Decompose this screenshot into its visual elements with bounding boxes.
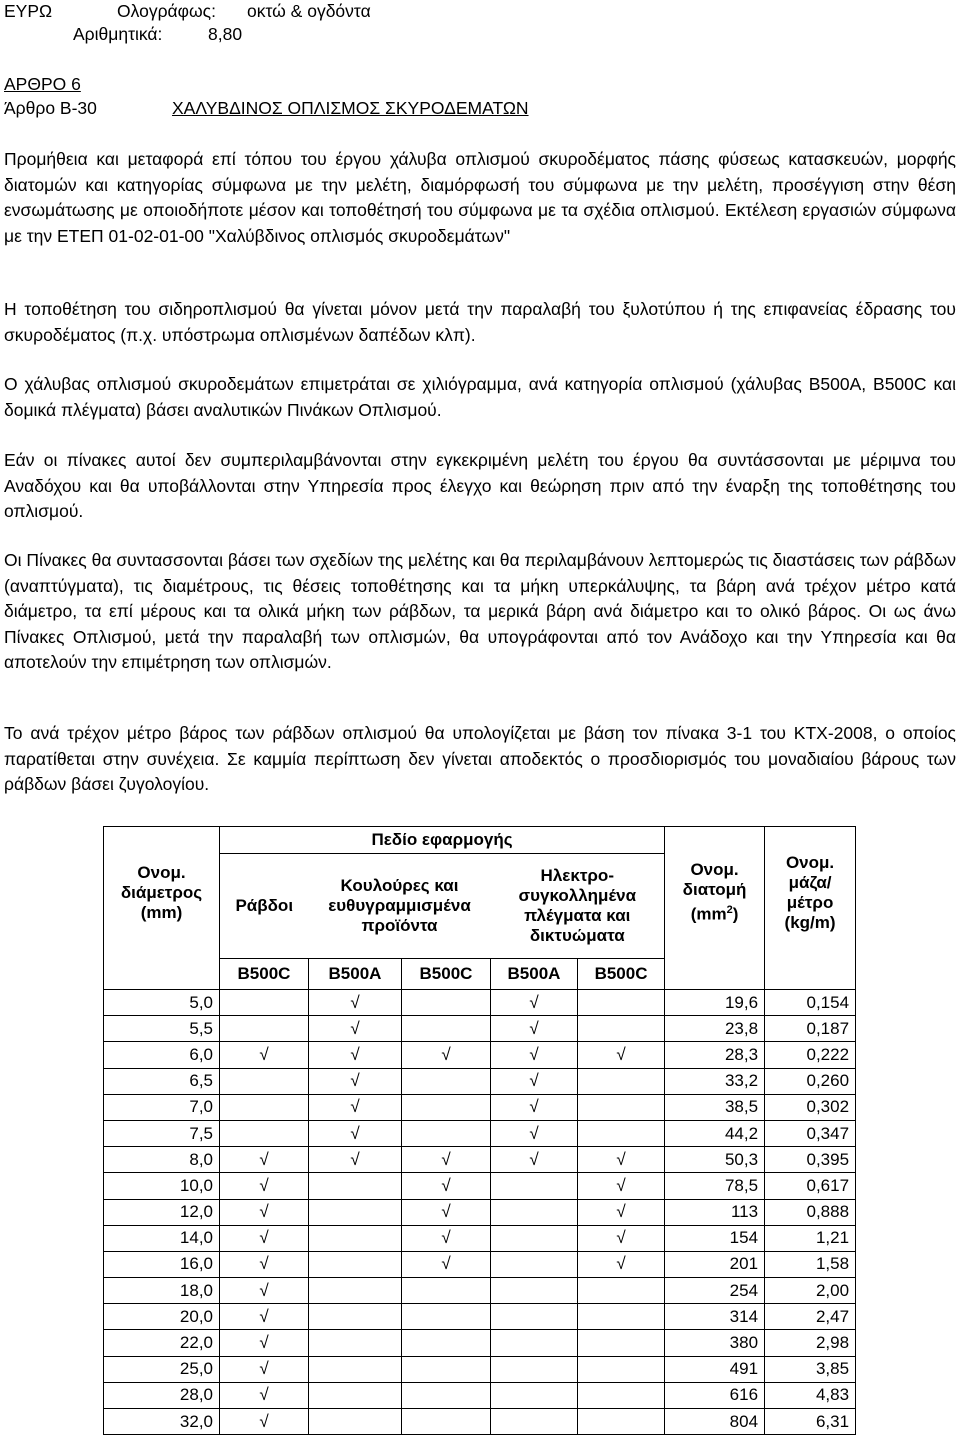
check-cell [402, 1173, 491, 1199]
check-mark-icon: √ [529, 1044, 539, 1064]
check-cell [220, 1120, 309, 1146]
mass-cell: 4,83 [765, 1382, 856, 1408]
check-cell [402, 1068, 491, 1094]
check-cell [578, 1042, 665, 1068]
check-mark-icon: √ [616, 1254, 626, 1274]
grade-header: B500A [309, 959, 402, 990]
check-cell [220, 1330, 309, 1356]
check-mark-icon: √ [441, 1254, 451, 1274]
check-cell [309, 990, 402, 1016]
table-row [104, 1147, 856, 1173]
check-cell [402, 1120, 491, 1146]
check-mark-icon: √ [259, 1280, 269, 1300]
check-mark-icon: √ [529, 1071, 539, 1091]
amount-numeric-label: Αριθμητικά: [73, 24, 163, 44]
check-cell [578, 1225, 665, 1251]
check-mark-icon: √ [259, 1411, 269, 1431]
check-mark-icon: √ [350, 1018, 360, 1038]
area-cell: 154 [665, 1225, 765, 1251]
check-cell [309, 1199, 402, 1225]
area-cell: 38,5 [665, 1094, 765, 1120]
check-cell [402, 1356, 491, 1382]
check-cell [491, 990, 578, 1016]
check-cell [491, 1356, 578, 1382]
diameter-cell: 5,5 [104, 1016, 220, 1042]
check-cell [309, 1173, 402, 1199]
check-mark-icon: √ [259, 1044, 269, 1064]
area-cell: 491 [665, 1356, 765, 1382]
check-cell [220, 1016, 309, 1042]
grade-header: B500A [491, 959, 578, 990]
table-row [104, 1304, 856, 1330]
table-row [104, 1173, 856, 1199]
area-cell: 616 [665, 1382, 765, 1408]
mass-cell: 0,617 [765, 1173, 856, 1199]
check-cell [309, 1094, 402, 1120]
check-cell [402, 990, 491, 1016]
check-cell [491, 1120, 578, 1146]
check-cell [220, 1356, 309, 1382]
diameter-cell: 6,5 [104, 1068, 220, 1094]
check-cell [220, 1409, 309, 1435]
article-code: Άρθρο Β-30 [4, 98, 97, 118]
check-cell [491, 1382, 578, 1408]
check-cell [578, 1120, 665, 1146]
check-cell [402, 1278, 491, 1304]
check-mark-icon: √ [350, 1044, 360, 1064]
check-mark-icon: √ [259, 1333, 269, 1353]
check-cell [491, 1304, 578, 1330]
check-mark-icon: √ [529, 992, 539, 1012]
check-cell [220, 1382, 309, 1408]
check-cell [491, 1147, 578, 1173]
area-cell: 113 [665, 1199, 765, 1225]
table-row [104, 1409, 856, 1435]
check-mark-icon: √ [529, 1097, 539, 1117]
check-cell [220, 1173, 309, 1199]
check-cell [491, 1042, 578, 1068]
col-mesh-header: Ηλεκτρο- συγκολλημένα πλέγματα και δικτυώματα [518, 866, 637, 945]
grade-header: B500C [578, 959, 665, 990]
check-mark-icon: √ [616, 1149, 626, 1169]
article-title: ΧΑΛΥΒΔΙΝΟΣ ΟΠΛΙΣΜΟΣ ΣΚΥΡΟΔΕΜΑΤΩΝ [172, 98, 529, 118]
col-coils-header: Κουλούρες και ευθυγραμμισμένα προϊόντα [328, 876, 471, 935]
check-cell [491, 1278, 578, 1304]
check-cell [402, 1147, 491, 1173]
check-cell [491, 1016, 578, 1042]
check-mark-icon: √ [350, 1149, 360, 1169]
check-cell [402, 1225, 491, 1251]
paragraph-1: Προμήθεια και μεταφορά επί τόπου του έργου χάλυβα οπλισμού σκυροδέματος πάσης φύσεως κατασκευών, μορφής διατομών και κατηγορίας σύμφωνα με την μελέτη, διαμόρφωσή του σύμφωνα με την μελέτη, προσέγγιση στην θέση ενσωμάτωσης με οποιοδήποτε μέσον και τοποθέτησή του σύμφωνα με τα σχέδια οπλισμού. Εκτέλεση εργασιών σύμφωνα με την ΕΤΕΠ 01-02-01-00 "Χαλύβδινος οπλισμός σκυροδεμάτων" [4, 149, 956, 246]
col-bars-header: Ράβδοι [235, 896, 294, 915]
check-mark-icon: √ [441, 1228, 451, 1248]
check-cell [578, 990, 665, 1016]
check-cell [578, 1356, 665, 1382]
check-mark-icon: √ [259, 1228, 269, 1248]
mass-cell: 1,21 [765, 1225, 856, 1251]
check-cell [491, 1173, 578, 1199]
amount-numeric-value: 8,80 [208, 24, 243, 44]
table-row [104, 1382, 856, 1408]
check-cell [578, 1382, 665, 1408]
check-mark-icon: √ [350, 1097, 360, 1117]
area-cell: 201 [665, 1251, 765, 1277]
check-cell [220, 1147, 309, 1173]
check-cell [402, 1382, 491, 1408]
check-cell [309, 1330, 402, 1356]
table-row [104, 1278, 856, 1304]
check-cell [220, 1068, 309, 1094]
mass-cell: 2,47 [765, 1304, 856, 1330]
diameter-cell: 7,5 [104, 1120, 220, 1146]
diameter-cell: 12,0 [104, 1199, 220, 1225]
check-mark-icon: √ [529, 1149, 539, 1169]
check-cell [578, 1068, 665, 1094]
check-mark-icon: √ [616, 1175, 626, 1195]
check-cell [309, 1225, 402, 1251]
check-mark-icon: √ [441, 1149, 451, 1169]
check-mark-icon: √ [259, 1202, 269, 1222]
table-row [104, 1356, 856, 1382]
check-mark-icon: √ [441, 1202, 451, 1222]
check-cell [402, 1016, 491, 1042]
check-mark-icon: √ [529, 1018, 539, 1038]
check-cell [309, 1042, 402, 1068]
check-cell [402, 1251, 491, 1277]
paragraph-2: Η τοποθέτηση του σιδηροπλισμού θα γίνεται μόνον μετά την παραλαβή του ξυλοτύπου ή της επιφανείας έδρασης του σκυροδέματος (π.χ. υπόστρωμα οπλισμένων δαπέδων κλπ). [4, 299, 956, 345]
check-cell [491, 1199, 578, 1225]
area-cell: 314 [665, 1304, 765, 1330]
area-cell: 28,3 [665, 1042, 765, 1068]
check-cell [402, 1330, 491, 1356]
mass-cell: 0,395 [765, 1147, 856, 1173]
area-cell: 33,2 [665, 1068, 765, 1094]
check-cell [220, 1304, 309, 1330]
diameter-cell: 6,0 [104, 1042, 220, 1068]
table-row [104, 1199, 856, 1225]
mass-cell: 0,260 [765, 1068, 856, 1094]
diameter-cell: 10,0 [104, 1173, 220, 1199]
table-row [104, 1251, 856, 1277]
mass-cell: 6,31 [765, 1409, 856, 1435]
area-cell: 380 [665, 1330, 765, 1356]
diameter-cell: 25,0 [104, 1356, 220, 1382]
check-cell [578, 1409, 665, 1435]
check-cell [220, 1278, 309, 1304]
check-mark-icon: √ [259, 1385, 269, 1405]
check-mark-icon: √ [441, 1175, 451, 1195]
mass-cell: 0,302 [765, 1094, 856, 1120]
check-mark-icon: √ [350, 992, 360, 1012]
check-mark-icon: √ [616, 1044, 626, 1064]
check-mark-icon: √ [259, 1306, 269, 1326]
check-cell [309, 1409, 402, 1435]
diameter-cell: 32,0 [104, 1409, 220, 1435]
diameter-cell: 8,0 [104, 1147, 220, 1173]
diameter-cell: 16,0 [104, 1251, 220, 1277]
check-mark-icon: √ [259, 1149, 269, 1169]
amount-in-words-value: οκτώ & ογδόντα [247, 1, 371, 21]
check-cell [402, 1042, 491, 1068]
check-cell [220, 1199, 309, 1225]
col-mass-header: Ονομ. μάζα/ μέτρο (kg/m) [765, 827, 856, 959]
check-cell [578, 1094, 665, 1120]
mass-cell: 0,187 [765, 1016, 856, 1042]
check-cell [220, 1094, 309, 1120]
check-cell [309, 1251, 402, 1277]
check-cell [220, 990, 309, 1016]
check-cell [491, 1251, 578, 1277]
check-cell [309, 1016, 402, 1042]
check-mark-icon: √ [259, 1359, 269, 1379]
table-row [104, 1094, 856, 1120]
check-cell [578, 1173, 665, 1199]
area-cell: 50,3 [665, 1147, 765, 1173]
check-mark-icon: √ [616, 1202, 626, 1222]
check-cell [220, 1225, 309, 1251]
paragraph-4: Εάν οι πίνακες αυτοί δεν συμπεριλαμβάνονται στην εγκεκριμένη μελέτη του έργου θα συντάσσονται με μέριμνα του Αναδόχου και θα υποβάλλονται στην Υπηρεσία προς έλεγχο και θεώρηση πριν από την έναρξη της τοποθέτησης του οπλισμού. [4, 450, 956, 521]
diameter-cell: 18,0 [104, 1278, 220, 1304]
area-cell: 19,6 [665, 990, 765, 1016]
mass-cell: 0,888 [765, 1199, 856, 1225]
mass-cell: 1,58 [765, 1251, 856, 1277]
paragraph-5: Οι Πίνακες θα συντασσονται βάσει των σχεδίων της μελέτης και θα περιλαμβάνουν λεπτομερώς τις διαστάσεις των ράβδων (αναπτύγματα), τις διαμέτρους, τις θέσεις τοποθέτησης και τα μήκη υπερκάλυψης, τα βάρη ανά τρέχον μέτρο κατά διάμετρο, τα επί μέρους και τα ολικά μήκη των ράβδων, τα μερικά βάρη ανά διάμετρο και το ολικό βάρος. Οι ως άνω Πίνακες Οπλισμού, μετά την παραλαβή των οπλισμών, θα υπογράφονται από τον Ανάδοχο και την Υπηρεσία και θα αποτελούν την επιμέτρηση των οπλισμών. [4, 550, 956, 672]
mass-cell: 0,347 [765, 1120, 856, 1146]
grade-header: B500C [220, 959, 309, 990]
col-area-header: Ονομ. διατομή $(mm^2)$ [665, 827, 765, 959]
check-cell [578, 1304, 665, 1330]
mass-cell: 3,85 [765, 1356, 856, 1382]
check-cell [309, 1304, 402, 1330]
mass-cell: 0,154 [765, 990, 856, 1016]
amount-in-words-label: Ολογράφως: [117, 1, 216, 21]
check-cell [309, 1068, 402, 1094]
area-cell: 23,8 [665, 1016, 765, 1042]
grade-header: B500C [402, 959, 491, 990]
paragraph-3: Ο χάλυβας οπλισμού σκυροδεμάτων επιμετράται σε χιλιόγραμμα, ανά κατηγορία οπλισμού (χάλυβας Β500Α, Β500C και δομικά πλέγματα) βάσει αναλυτικών Πινάκων Οπλισμού. [4, 374, 956, 420]
check-cell [309, 1120, 402, 1146]
diameter-cell: 28,0 [104, 1382, 220, 1408]
check-cell [578, 1199, 665, 1225]
check-cell [402, 1304, 491, 1330]
diameter-cell: 7,0 [104, 1094, 220, 1120]
check-mark-icon: √ [441, 1044, 451, 1064]
area-cell: 254 [665, 1278, 765, 1304]
currency-label: ΕΥΡΩ [4, 1, 53, 21]
check-cell [578, 1251, 665, 1277]
table-row [104, 1120, 856, 1146]
diameter-cell: 22,0 [104, 1330, 220, 1356]
table-row [104, 1016, 856, 1042]
paragraph-6: Το ανά τρέχον μέτρο βάρος των ράβδων οπλισμού θα υπολογίζεται με βάση τον πίνακα 3-1 του ΚΤΧ-2008, ο οποίος παρατίθεται στην συνέχεια. Σε καμμία περίπτωση δεν γίνεται αποδεκτός ο προσδιορισμός του μοναδιαίου βάρους των ράβδων βάσει ζυγολογίου. [4, 723, 956, 794]
table-row [104, 1330, 856, 1356]
check-cell [309, 1147, 402, 1173]
area-cell: 44,2 [665, 1120, 765, 1146]
table-row [104, 990, 856, 1016]
mass-cell: 0,222 [765, 1042, 856, 1068]
diameter-cell: 5,0 [104, 990, 220, 1016]
scope-header: Πεδίο εφαρμογής [220, 827, 665, 854]
mass-cell: 2,98 [765, 1330, 856, 1356]
check-cell [220, 1042, 309, 1068]
check-cell [220, 1251, 309, 1277]
check-cell [491, 1330, 578, 1356]
diameter-cell: 14,0 [104, 1225, 220, 1251]
check-cell [309, 1382, 402, 1408]
check-cell [309, 1356, 402, 1382]
table-row [104, 1068, 856, 1094]
check-cell [578, 1016, 665, 1042]
area-cell: 804 [665, 1409, 765, 1435]
area-cell: 78,5 [665, 1173, 765, 1199]
check-cell [402, 1094, 491, 1120]
table-row [104, 1225, 856, 1251]
check-mark-icon: √ [616, 1228, 626, 1248]
check-cell [491, 1068, 578, 1094]
check-cell [578, 1330, 665, 1356]
rebar-table [103, 826, 856, 1435]
check-cell [491, 1409, 578, 1435]
check-cell [402, 1409, 491, 1435]
check-cell [578, 1147, 665, 1173]
check-mark-icon: √ [350, 1071, 360, 1091]
check-cell [402, 1199, 491, 1225]
check-mark-icon: √ [350, 1123, 360, 1143]
diameter-cell: 20,0 [104, 1304, 220, 1330]
check-mark-icon: √ [529, 1123, 539, 1143]
mass-cell: 2,00 [765, 1278, 856, 1304]
check-cell [491, 1094, 578, 1120]
check-mark-icon: √ [259, 1175, 269, 1195]
article-number: ΑΡΘΡΟ 6 [4, 74, 81, 94]
check-cell [578, 1278, 665, 1304]
check-mark-icon: √ [259, 1254, 269, 1274]
check-cell [309, 1278, 402, 1304]
col-diameter-header: Ονομ. διάμετρος (mm) [104, 827, 220, 959]
table-row [104, 1042, 856, 1068]
check-cell [491, 1225, 578, 1251]
